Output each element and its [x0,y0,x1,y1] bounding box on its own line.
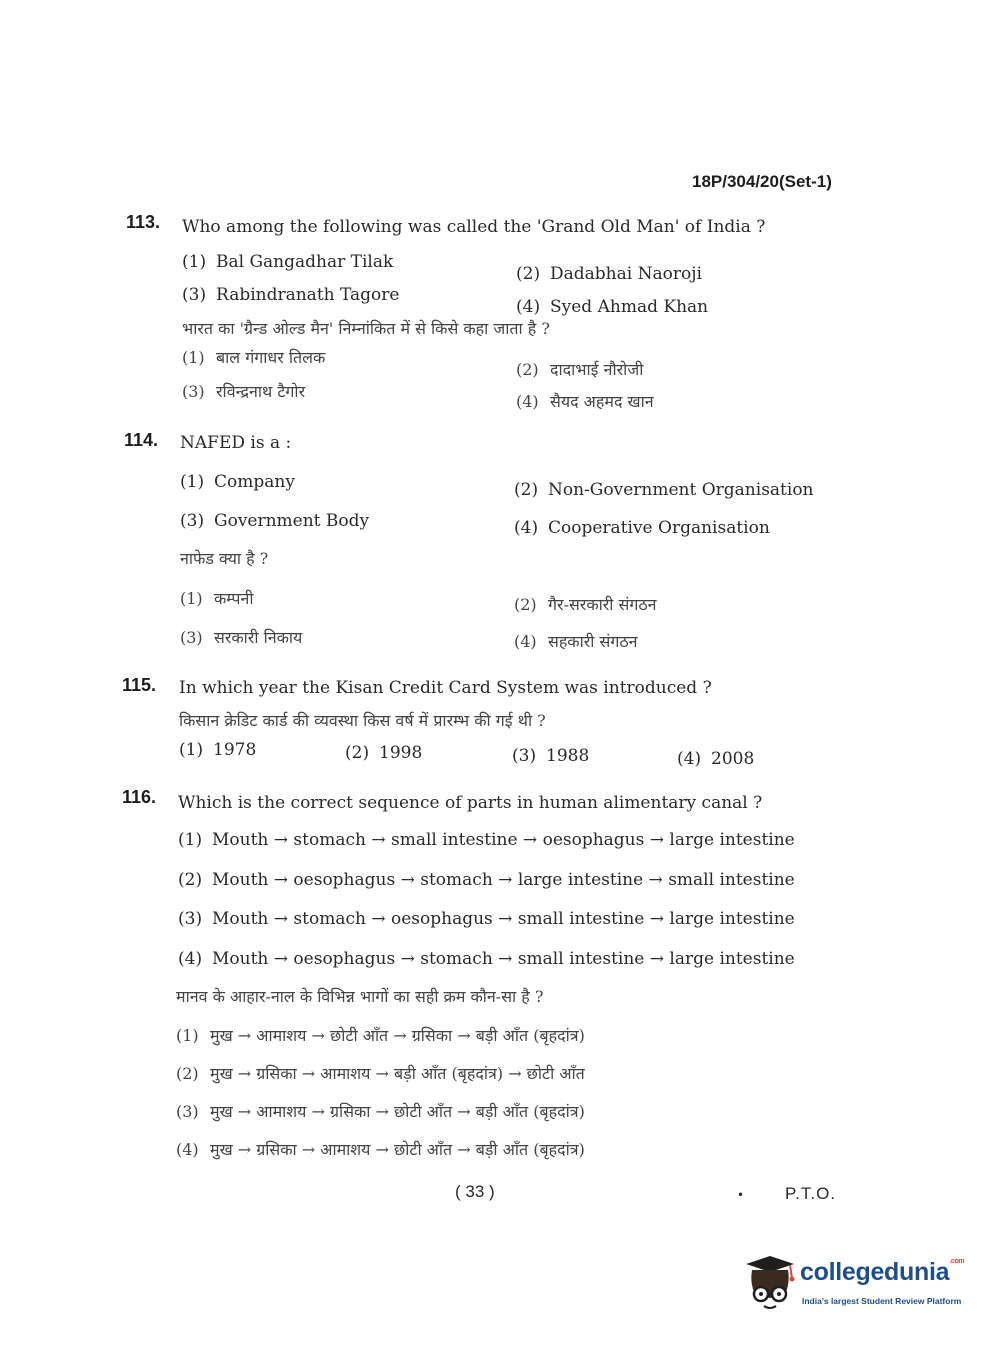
option [182,348,325,368]
option [514,632,638,652]
option-text: Rabindranath Tagore [216,285,400,305]
option-number: (3) [512,746,537,766]
question-number: 114. [124,430,159,450]
option [176,1026,585,1046]
option-text: Cooperative Organisation [548,518,770,538]
option [180,589,254,609]
option-number: (2) [178,870,203,890]
question-number: 116. [122,787,157,807]
option [516,360,643,380]
option-number: (2) [514,595,537,614]
option-number: (4) [176,1140,199,1159]
option-number: (3) [180,511,205,531]
mascot-icon [742,1252,798,1312]
option-number: (1) [182,252,207,272]
option-text: Mouth → stomach → oesophagus → small intestine → large intestine [212,909,795,929]
option-number: (1) [176,1026,199,1045]
option [180,472,295,492]
option-number: (4) [178,949,203,969]
collegedunia-logo [742,1252,972,1312]
option-number: (3) [180,628,203,647]
option-number: (1) [180,589,203,608]
option-number: (2) [176,1064,199,1083]
option-text: सरकारी निकाय [214,628,303,647]
option [514,518,770,538]
option [677,749,754,769]
paper-code: 18P/304/20(Set-1) [692,172,832,191]
question-number: 115. [122,675,157,695]
question-text-en: In which year the Kisan Credit Card System was introduced ? [179,678,712,698]
question-number: 113. [126,212,161,232]
option-number: (2) [345,743,370,763]
option-text: मुख → ग्रसिका → आमाशय → बड़ी आँत (बृहदांत्र) → छोटी आँत [210,1064,585,1083]
option-text: मुख → आमाशय → ग्रसिका → छोटी आँत → बड़ी आँत (बृहदांत्र) [210,1102,585,1121]
option-number: (4) [514,632,537,651]
option-text: Mouth → stomach → small intestine → oesophagus → large intestine [212,830,795,850]
option [178,909,795,929]
option-text: 1988 [546,746,590,766]
option [180,628,302,648]
option-number: (4) [516,392,539,411]
option-number: (3) [178,909,203,929]
option-text: Bal Gangadhar Tilak [216,252,394,272]
option [516,297,708,317]
option [514,480,814,500]
option [176,1140,585,1160]
option-text: मुख → ग्रसिका → आमाशय → छोटी आँत → बड़ी आँत (बृहदांत्र) [210,1140,585,1159]
footer-dot: • [737,1188,745,1202]
option-text: मुख → आमाशय → छोटी आँत → ग्रसिका → बड़ी आँत (बृहदांत्र) [210,1026,585,1045]
option [176,1064,585,1084]
option [182,285,399,305]
option-text: बाल गंगाधर तिलक [216,348,326,367]
option-number: (3) [182,382,205,401]
option-number: (2) [516,264,541,284]
option-number: (1) [180,472,205,492]
pto-label: P.T.O. [785,1184,837,1203]
option [180,511,369,531]
question-text-hi: मानव के आहार-नाल के विभिन्न भागों का सही क्रम कौन-सा है ? [176,987,544,1006]
option-text: Syed Ahmad Khan [550,297,709,317]
option-text: Government Body [214,511,370,531]
option-number: (4) [677,749,702,769]
question-text-en: Which is the correct sequence of parts in human alimentary canal ? [178,793,763,813]
option-text: 1978 [213,740,257,760]
logo-wordmark: collegedunia$^{.com}$ [800,1258,965,1286]
option [514,595,657,615]
option-text: दादाभाई नौरोजी [550,360,644,379]
option-text: Company [214,472,295,492]
option [178,830,795,850]
option-number: (2) [514,480,539,500]
option-text: सहकारी संगठन [548,632,638,651]
question-text-en: NAFED is a : [180,433,292,453]
option-number: (4) [516,297,541,317]
option [516,392,654,412]
option [182,252,393,272]
option-number: (2) [516,360,539,379]
question-text-hi: किसान क्रेडिट कार्ड की व्यवस्था किस वर्ष में प्रारम्भ की गई थी ? [179,711,546,730]
option-text: 1998 [379,743,423,763]
option [176,1102,585,1122]
option-number: (4) [514,518,539,538]
option-text: Mouth → oesophagus → stomach → large intestine → small intestine [212,870,795,890]
page-number: ( 33 ) [455,1182,495,1201]
option-text: गैर-सरकारी संगठन [548,595,657,614]
option-text: Non-Government Organisation [548,480,814,500]
option [345,743,422,763]
option-number: (1) [179,740,204,760]
option [516,264,702,284]
question-text-en: Who among the following was called the 'Grand Old Man' of India ? [182,217,766,237]
option-number: (3) [176,1102,199,1121]
option [178,870,795,890]
question-text-hi: भारत का 'ग्रैन्ड ओल्ड मैन' निम्नांकित में से किसे कहा जाता है ? [182,319,550,338]
option [178,949,795,969]
logo-tagline: India's largest Student Review Platform [802,1296,962,1306]
option-number: (1) [182,348,205,367]
option-number: (3) [182,285,207,305]
question-text-hi: नाफेड क्या है ? [180,549,269,568]
option-text: सैयद अहमद खान [550,392,654,411]
option-text: कम्पनी [214,589,254,608]
option-text: 2008 [711,749,755,769]
option-text: रविन्द्रनाथ टैगोर [216,382,306,401]
option-text: Mouth → oesophagus → stomach → small intestine → large intestine [212,949,795,969]
option [182,382,305,402]
option-text: Dadabhai Naoroji [550,264,702,284]
option-number: (1) [178,830,203,850]
option [512,746,589,766]
option [179,740,256,760]
